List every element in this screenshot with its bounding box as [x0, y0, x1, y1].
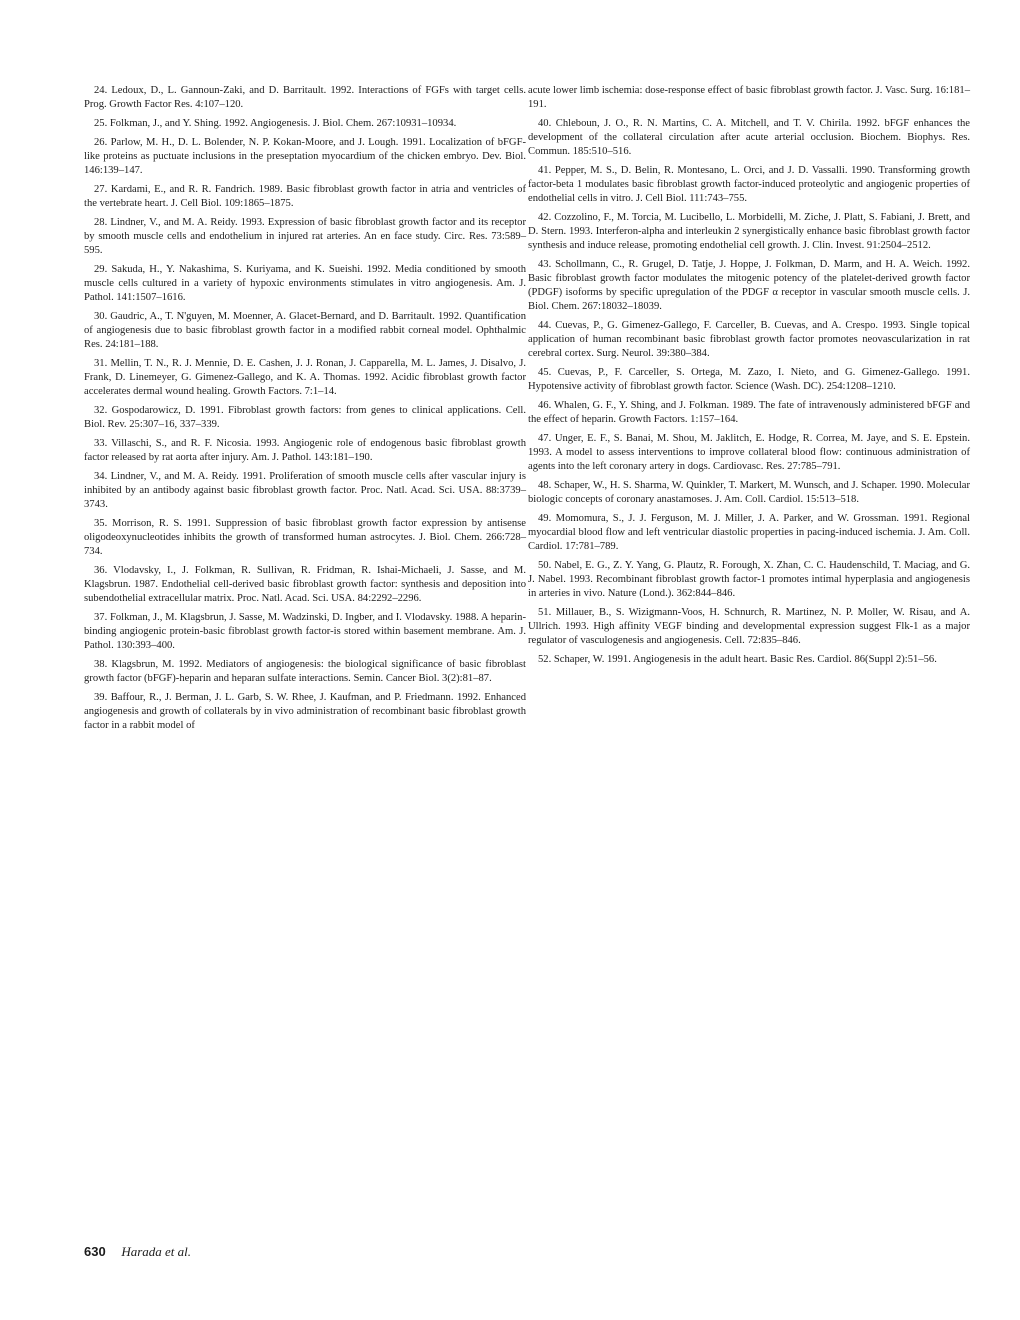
reference-entry: 33. Villaschi, S., and R. F. Nicosia. 1993. Angiogenic role of endogenous basic fibroblast growth factor released by rat aorta after injury. Am. J. Pathol. 143:181–190. [84, 438, 526, 463]
reference-entry: 36. Vlodavsky, I., J. Folkman, R. Sullivan, R. Fridman, R. Ishai-Michaeli, J. Sasse, and M. Klagsbrun. 1987. Endothelial cell-derived basic fibroblast growth factor: synthesis and deposition into subendothelial extracellular matrix. Proc. Natl. Acad. Sci. USA. 84:2292–2296. [84, 565, 526, 604]
reference-entry: 46. Whalen, G. F., Y. Shing, and J. Folkman. 1989. The fate of intravenously administered bFGF and the effect of heparin. Growth Factors. 1:157–164. [528, 400, 970, 425]
reference-entry: 25. Folkman, J., and Y. Shing. 1992. Angiogenesis. J. Biol. Chem. 267:10931–10934. [94, 118, 457, 129]
reference-entry: 49. Momomura, S., J. J. Ferguson, M. J. Miller, J. A. Parker, and W. Grossman. 1991. Regional myocardial blood flow and left ventricular diastolic properties in pacing-induced ischemia. J. Am. Coll. Cardiol. 17:781–789. [528, 513, 970, 552]
reference-entry: 42. Cozzolino, F., M. Torcia, M. Lucibello, L. Morbidelli, M. Ziche, J. Platt, S. Fabiani, J. Brett, and D. Stern. 1993. Interferon-alpha and interleukin 2 synergistically enhance basic fibroblast growth factor synthesis and induce release, promoting endothelial cell growth. J. Clin. Invest. 91:2504–2512. [528, 212, 970, 251]
references-right-column [528, 84, 970, 672]
reference-entry: 27. Kardami, E., and R. R. Fandrich. 1989. Basic fibroblast growth factor in atria and ventricles of the vertebrate heart. J. Cell Biol. 109:1865–1875. [84, 184, 526, 209]
reference-entry: 31. Mellin, T. N., R. J. Mennie, D. E. Cashen, J. J. Ronan, J. Capparella, M. L. James, J. Disalvo, J. Frank, D. Linemeyer, G. Gimenez-Gallego, and K. A. Thomas. 1992. Acidic fibroblast growth factor accelerates dermal wound healing. Growth Factors. 7:1–14. [84, 358, 526, 397]
reference-entry: 37. Folkman, J., M. Klagsbrun, J. Sasse, M. Wadzinski, D. Ingber, and I. Vlodavsky. 1988. A heparin-binding angiogenic protein-basic fibroblast growth factor-is stored within basement membrane. Am. J. Pathol. 130:393–400. [84, 612, 526, 651]
reference-entry: 39. Baffour, R., J. Berman, J. L. Garb, S. W. Rhee, J. Kaufman, and P. Friedmann. 1992. Enhanced angiogenesis and growth of collaterals by in vivo administration of recombinant basic fibroblast growth factor in a rabbit model of [84, 692, 526, 731]
references-left-column [84, 84, 526, 738]
reference-entry: 28. Lindner, V., and M. A. Reidy. 1993. Expression of basic fibroblast growth factor and its receptor by smooth muscle cells and endothelium in injured rat arteries. An en face study. Circ. Res. 73:589–595. [84, 217, 526, 256]
reference-entry: 52. Schaper, W. 1991. Angiogenesis in the adult heart. Basic Res. Cardiol. 86(Suppl 2):51–56. [538, 654, 937, 665]
reference-continuation: acute lower limb ischemia: dose-response effect of basic fibroblast growth factor. J. Vasc. Surg. 16:181–191. [528, 85, 970, 110]
reference-entry: 29. Sakuda, H., Y. Nakashima, S. Kuriyama, and K. Sueishi. 1992. Media conditioned by smooth muscle cells cultured in a variety of hypoxic environments stimulates in vitro angiogenesis. Am. J. Pathol. 141:1507–1616. [84, 264, 526, 303]
reference-entry: 24. Ledoux, D., L. Gannoun-Zaki, and D. Barritault. 1992. Interactions of FGFs with target cells. Prog. Growth Factor Res. 4:107–120. [84, 85, 526, 110]
reference-entry: 32. Gospodarowicz, D. 1991. Fibroblast growth factors: from genes to clinical applications. Cell. Biol. Rev. 25:307–16, 337–339. [84, 405, 526, 430]
page-number: 630 [84, 1244, 106, 1259]
reference-entry: 47. Unger, E. F., S. Banai, M. Shou, M. Jaklitch, E. Hodge, R. Correa, M. Jaye, and S. E. Epstein. 1993. A model to assess interventions to improve collateral blood flow: continuous administration of agents into the left coronary artery in dogs. Cardiovasc. Res. 27:785–791. [528, 433, 970, 472]
reference-entry: 41. Pepper, M. S., D. Belin, R. Montesano, L. Orci, and J. D. Vassalli. 1990. Transforming growth factor-beta 1 modulates basic fibroblast growth factor-induced proteolytic and angiogenic properties of endothelial cells in vitro. J. Cell Biol. 111:743–755. [528, 165, 970, 204]
reference-entry: 26. Parlow, M. H., D. L. Bolender, N. P. Kokan-Moore, and J. Lough. 1991. Localization of bFGF-like proteins as puctuate inclusions in the preseptation myocardium of the chicken embryo. Dev. Biol. 146:139–147. [84, 137, 526, 176]
reference-entry: 40. Chleboun, J. O., R. N. Martins, C. A. Mitchell, and T. V. Chirila. 1992. bFGF enhances the development of the collateral circulation after acute arterial occlusion. Biochem. Biophys. Res. Commun. 185:510–516. [528, 118, 970, 157]
running-author: Harada et al. [121, 1244, 192, 1259]
reference-entry: 51. Millauer, B., S. Wizigmann-Voos, H. Schnurch, R. Martinez, N. P. Moller, W. Risau, and A. Ullrich. 1993. High affinity VEGF binding and developmental expression suggest Flk-1 as a major regulator of vasculogenesis and angiogenesis. Cell. 72:835–846. [528, 607, 970, 646]
reference-entry: 30. Gaudric, A., T. N'guyen, M. Moenner, A. Glacet-Bernard, and D. Barritault. 1992. Quantification of angiogenesis due to basic fibroblast growth factor in a modified rabbit corneal model. Ophthalmic Res. 24:181–188. [84, 311, 526, 350]
reference-entry: 48. Schaper, W., H. S. Sharma, W. Quinkler, T. Markert, M. Wunsch, and J. Schaper. 1990. Molecular biologic concepts of coronary anastamoses. J. Am. Coll. Cardiol. 15:513–518. [528, 480, 970, 505]
reference-entry: 35. Morrison, R. S. 1991. Suppression of basic fibroblast growth factor expression by antisense oligodeoxynucleotides inhibits the growth of transformed human astrocytes. J. Biol. Chem. 266:728–734. [84, 518, 526, 557]
reference-entry: 50. Nabel, E. G., Z. Y. Yang, G. Plautz, R. Forough, X. Zhan, C. C. Haudenschild, T. Maciag, and G. J. Nabel. 1993. Recombinant fibroblast growth factor-1 promotes intimal hyperplasia and angiogenesis in arteries in vivo. Nature (Lond.). 362:844–846. [528, 560, 970, 599]
reference-entry: 34. Lindner, V., and M. A. Reidy. 1991. Proliferation of smooth muscle cells after vascular injury is inhibited by an antibody against basic fibroblast growth factor. Proc. Natl. Acad. Sci. USA. 88:3739–3743. [84, 471, 526, 510]
reference-entry: 44. Cuevas, P., G. Gimenez-Gallego, F. Carceller, B. Cuevas, and A. Crespo. 1993. Single topical application of human recombinant basic fibroblast growth factor promotes neovascularization in rat cerebral cortex. Surg. Neurol. 39:380–384. [528, 320, 970, 359]
reference-entry: 43. Schollmann, C., R. Grugel, D. Tatje, J. Hoppe, J. Folkman, D. Marm, and H. A. Weich. 1992. Basic fibroblast growth factor modulates the mitogenic potency of the platelet-derived growth factor (PDGF) isoforms by specific upregulation of the PDGF α receptor in vascular smooth muscle cells. J. Biol. Chem. 267:18032–18039. [528, 259, 970, 312]
reference-entry: 45. Cuevas, P., F. Carceller, S. Ortega, M. Zazo, I. Nieto, and G. Gimenez-Gallego. 1991. Hypotensive activity of fibroblast growth factor. Science (Wash. DC). 254:1208–1210. [528, 367, 970, 392]
page-footer [84, 1244, 191, 1260]
reference-entry: 38. Klagsbrun, M. 1992. Mediators of angiogenesis: the biological significance of basic fibroblast growth factor (bFGF)-heparin and heparan sulfate interactions. Semin. Cancer Biol. 3(2):81–87. [84, 659, 526, 684]
